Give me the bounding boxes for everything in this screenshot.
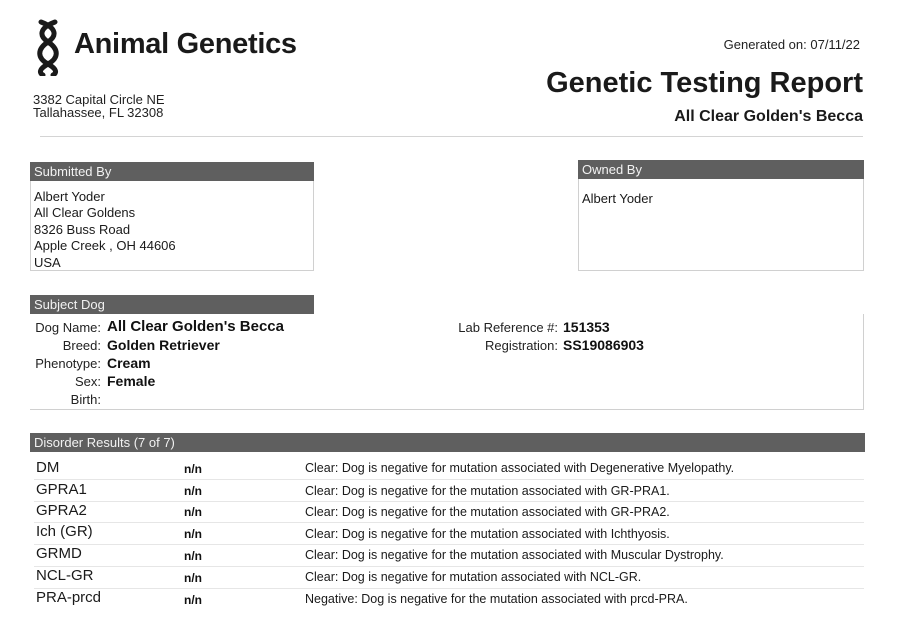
subject-dog-header: Subject Dog xyxy=(30,295,314,314)
report-title: Genetic Testing Report xyxy=(546,67,863,99)
dog-name-value: All Clear Golden's Becca xyxy=(107,318,284,335)
disorder-genotype: n/n xyxy=(184,549,202,563)
breed-value: Golden Retriever xyxy=(107,337,220,353)
report-dog-name: All Clear Golden's Becca xyxy=(674,108,863,125)
disorder-name: NCL-GR xyxy=(36,567,94,584)
sex-value: Female xyxy=(107,373,156,389)
disorder-description: Clear: Dog is negative for the mutation associated with GR-PRA2. xyxy=(305,505,670,519)
submitter-name: Albert Yoder xyxy=(34,189,105,204)
submitter-street: 8326 Buss Road xyxy=(34,221,131,237)
owner-name: Albert Yoder xyxy=(582,191,653,206)
row-divider xyxy=(34,544,864,545)
row-divider xyxy=(34,522,864,523)
lab-reference-value: 151353 xyxy=(563,319,610,335)
row-divider xyxy=(34,588,864,589)
submitted-by-details xyxy=(34,189,176,271)
disorder-name: GPRA2 xyxy=(36,502,87,519)
breed-label: Breed: xyxy=(62,338,101,353)
disorder-genotype: n/n xyxy=(184,571,202,585)
lab-reference-label: Lab Reference #: xyxy=(458,320,558,335)
disorder-genotype: n/n xyxy=(184,462,202,476)
disorder-description: Clear: Dog is negative for the mutation associated with Ichthyosis. xyxy=(305,527,670,541)
disorder-name: GPRA1 xyxy=(36,481,87,498)
row-divider xyxy=(34,566,864,567)
disorder-description: Clear: Dog is negative for the mutation associated with Muscular Dystrophy. xyxy=(305,548,724,562)
company-name: Animal Genetics xyxy=(74,28,297,60)
disorder-description: Clear: Dog is negative for the mutation associated with GR-PRA1. xyxy=(305,484,670,498)
disorder-genotype: n/n xyxy=(184,527,202,541)
phenotype-value: Cream xyxy=(107,355,151,371)
company-address-line1: 3382 Capital Circle NE xyxy=(33,92,165,107)
disorder-description: Clear: Dog is negative for mutation associated with Degenerative Myelopathy. xyxy=(305,461,735,475)
dog-name-label: Dog Name: xyxy=(35,320,101,335)
company-address-line2: Tallahassee, FL 32308 xyxy=(33,105,164,120)
disorder-genotype: n/n xyxy=(184,505,202,519)
disorder-genotype: n/n xyxy=(184,593,202,607)
disorder-name: DM xyxy=(36,459,60,476)
row-divider xyxy=(34,501,864,502)
submitted-by-header: Submitted By xyxy=(30,162,314,181)
generated-date: Generated on: 07/11/22 xyxy=(723,37,860,52)
registration-label: Registration: xyxy=(485,338,558,353)
row-divider xyxy=(34,479,864,480)
disorder-description: Negative: Dog is negative for the mutation associated with prcd-PRA. xyxy=(305,592,688,606)
registration-value: SS19086903 xyxy=(563,337,644,353)
disorder-description: Clear: Dog is negative for mutation associated with NCL-GR. xyxy=(305,570,642,584)
disorder-name: PRA-prcd xyxy=(36,589,102,606)
owned-by-header: Owned By xyxy=(578,160,864,179)
submitter-city: Apple Creek , OH 44606 xyxy=(34,238,176,254)
birth-label: Birth: xyxy=(70,392,101,407)
submitter-country: USA xyxy=(34,254,61,270)
disorder-results-header: Disorder Results (7 of 7) xyxy=(30,433,865,452)
disorder-name: Ich (GR) xyxy=(36,523,93,540)
header-divider xyxy=(40,136,863,137)
sex-label: Sex: xyxy=(74,374,101,389)
submitter-kennel: All Clear Goldens xyxy=(34,205,136,221)
disorder-genotype: n/n xyxy=(184,484,202,498)
dna-logo-icon xyxy=(33,18,63,76)
phenotype-label: Phenotype: xyxy=(35,356,101,371)
disorder-name: GRMD xyxy=(36,545,82,562)
